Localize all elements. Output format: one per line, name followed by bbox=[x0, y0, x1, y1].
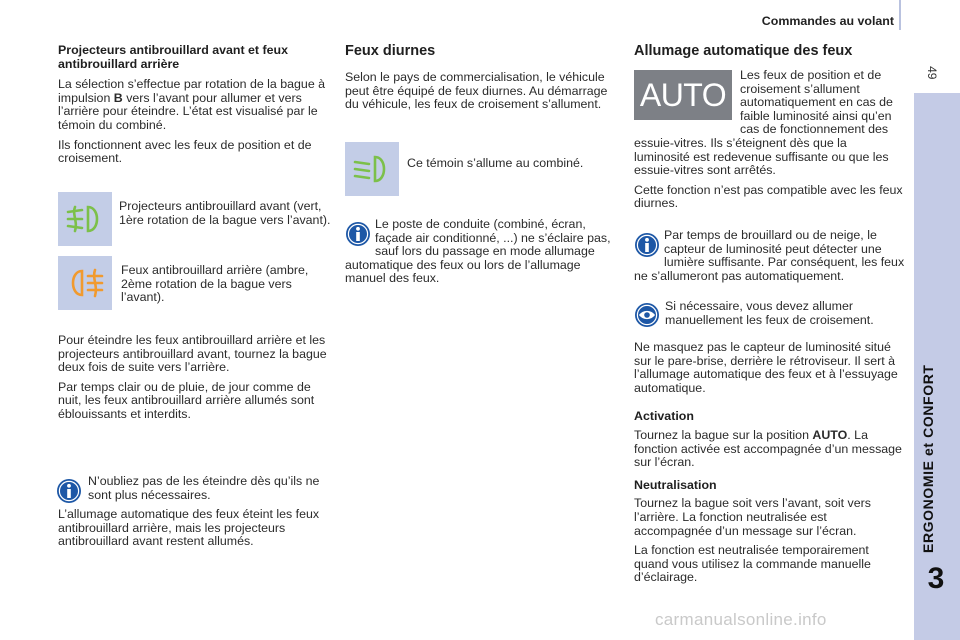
lamp-description: Ce témoin s’allume au combiné. bbox=[407, 156, 584, 170]
neutralisation-paragraph-2: La fonction est neutralisée temporairement quand vous utilisez la commande manuelle d’éclairage. bbox=[634, 543, 871, 585]
chapter-title: ERGONOMIE et CONFORT bbox=[920, 364, 936, 553]
auto-lights-paragraph-2: Cette fonction n’est pas compatible avec les feux diurnes. bbox=[634, 182, 903, 211]
left-column bbox=[58, 44, 330, 172]
daytime-info-block bbox=[345, 218, 620, 286]
right-column bbox=[634, 69, 906, 217]
eye-warning-text: Si nécessaire, vous devez allumer manuellement les feux de croisement. bbox=[665, 299, 874, 327]
rear-fog-lamp-icon bbox=[64, 266, 106, 300]
left-column-lower bbox=[58, 334, 330, 428]
rear-fog-lamp-box bbox=[58, 256, 112, 310]
chapter-number: 3 bbox=[927, 562, 945, 595]
daytime-info-text: Le poste de conduite (combiné, écran, façade air conditionné, ...) ne s’éclaire pas, sauf lors du passage en mode allumage automatique des feux ou lors de l’allumage manuel des feux. bbox=[345, 217, 611, 286]
auto-info-block bbox=[634, 229, 906, 283]
front-fog-lamp-icon bbox=[64, 202, 106, 236]
eye-icon bbox=[634, 302, 660, 328]
header-divider bbox=[899, 0, 901, 30]
front-fog-description: Projecteurs antibrouillard avant (vert, 1ère rotation de la bague vers l’avant). bbox=[119, 199, 331, 227]
auto-lights-title: Allumage automatique des feux bbox=[634, 43, 853, 59]
auto-info-text: Par temps de brouillard ou de neige, le capteur de luminosité peut détecter une lumière suffisante. Par conséquent, les feux ne s’allumeront pas automatiquement. bbox=[634, 228, 905, 283]
right-column-lower bbox=[634, 341, 906, 591]
fog-paragraph-3: Pour éteindre les feux antibrouillard arrière et les projecteurs antibrouillard avant, tournez la bague deux fois de suite vers l’arrière. bbox=[58, 333, 327, 375]
auto-badge-label: AUTO bbox=[639, 77, 727, 113]
activation-paragraph: Tournez la bague sur la position AUTO. La fonction activée est accompagnée d’un message sur l’écran. bbox=[634, 427, 902, 470]
middle-column bbox=[345, 43, 617, 118]
front-fog-lamp-box bbox=[58, 192, 112, 246]
fog-section-title: Projecteurs antibrouillard avant et feux antibrouillard arrière bbox=[58, 43, 288, 71]
page-header-title: Commandes au volant bbox=[761, 14, 894, 28]
fog-paragraph-2: Ils fonctionnent avec les feux de position et de croisement. bbox=[58, 137, 312, 166]
low-beam-lamp-icon bbox=[351, 152, 393, 186]
activation-title: Activation bbox=[634, 409, 694, 424]
low-beam-lamp-box bbox=[345, 142, 399, 196]
daytime-lights-title: Feux diurnes bbox=[345, 43, 436, 59]
rear-fog-description: Feux antibrouillard arrière (ambre, 2ème rotation de la bague vers l’avant). bbox=[121, 263, 309, 305]
daytime-lights-paragraph: Selon le pays de commercialisation, le véhicule peut être équipé de feux diurnes. Au démarrage du véhicule, les feux de croisement s’allument. bbox=[345, 70, 608, 112]
auto-lights-paragraph-3: Ne masquez pas le capteur de luminosité situé sur le pare-brise, derrière le rétroviseur. Il sert à l’allumage automatique des feux et à l’essuyage automatique. bbox=[634, 340, 898, 395]
neutralisation-paragraph-1: Tournez la bague soit vers l’avant, soit vers l’arrière. La fonction neutralisée est accompagnée d’un message sur l’écran. bbox=[634, 496, 871, 538]
fog-paragraph-4: Par temps clair ou de pluie, de jour comme de nuit, les feux antibrouillard arrière allumés sont éblouissants et interdits. bbox=[58, 379, 315, 421]
page-number: 49 bbox=[924, 66, 939, 80]
fog-paragraph-1: La sélection s’effectue par rotation de la bague à impulsion B vers l’avant pour allumer et vers l’arrière pour éteindre. L’état est visualisé par le témoin du combiné. bbox=[58, 77, 326, 132]
fog-info-block bbox=[58, 475, 330, 555]
fog-paragraph-5: L’allumage automatique des feux éteint les feux antibrouillard arrière, mais les projecteurs antibrouillard avant restent allumés. bbox=[58, 507, 320, 549]
watermark: carmanualsonline.info bbox=[655, 610, 827, 629]
fog-info-text: N’oubliez pas de les éteindre dès qu’ils ne sont plus nécessaires. bbox=[88, 474, 320, 502]
auto-lights-paragraph-1: Les feux de position et de croisement s’allument automatiquement en cas de faible luminosité ainsi qu’en cas de fonctionnement des essuie-vitres. Ils s’éteignent dès que la luminosité est redevenue suffisante ou que les essuie-vitres sont arrêtés. bbox=[634, 68, 893, 178]
neutralisation-title: Neutralisation bbox=[634, 477, 717, 492]
